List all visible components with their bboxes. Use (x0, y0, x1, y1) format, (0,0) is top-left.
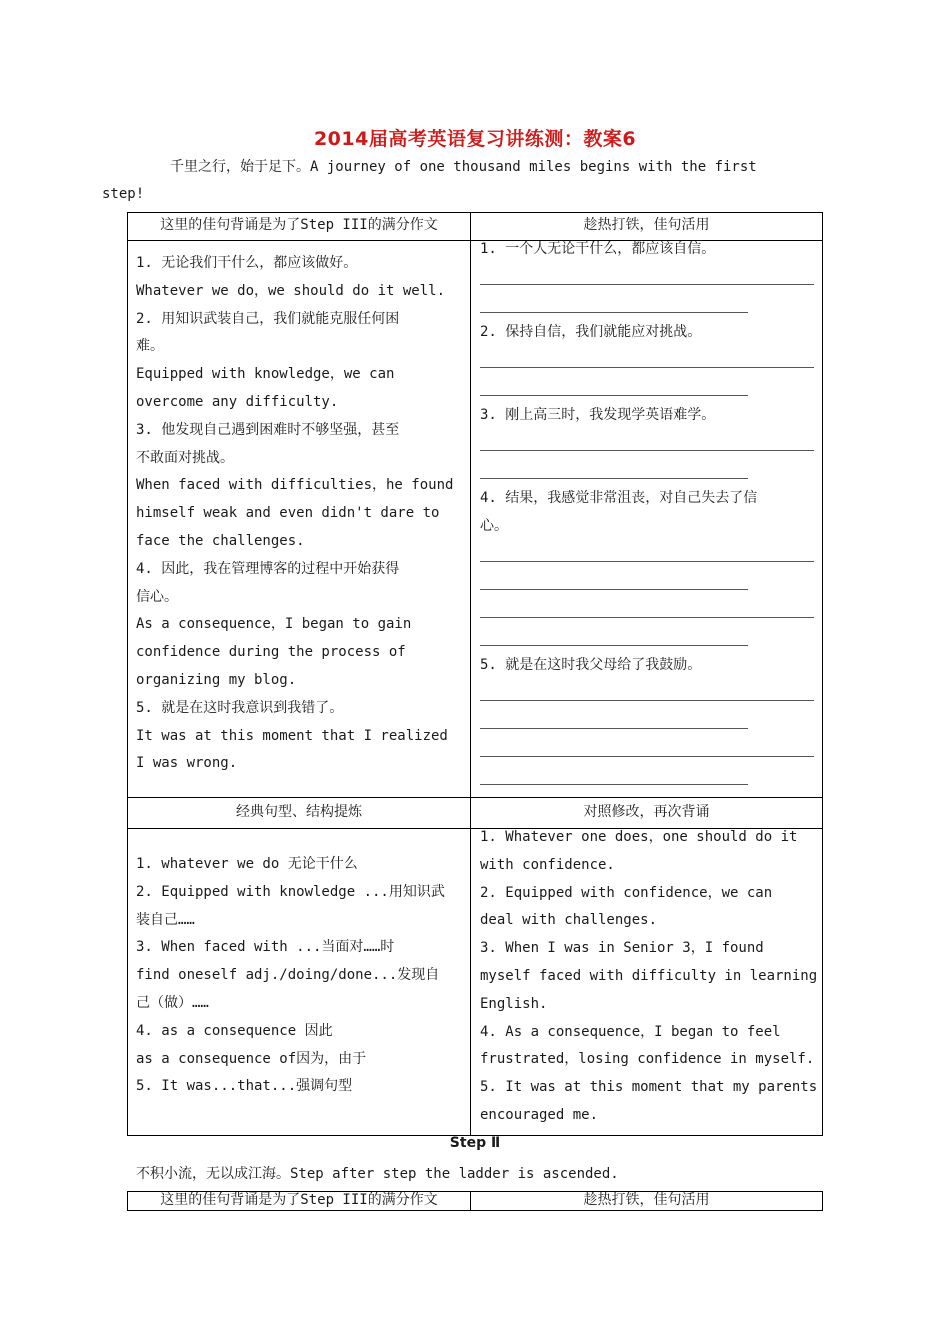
example-line: face the challenges. (136, 532, 305, 549)
example-line: Whatever we do，we should do it well. (136, 282, 446, 299)
example-line: As a consequence，I began to gain (136, 616, 412, 633)
answer-line: 4. As a consequence，I began to feel (480, 1023, 781, 1040)
pattern-line: 1. whatever we do 无论干什么 (136, 856, 358, 872)
answer-blank (480, 312, 748, 313)
pattern-line: 4. as a consequence 因此 (136, 1022, 333, 1039)
intro-proverb (102, 154, 822, 208)
example-line: confidence during the process of (136, 644, 406, 661)
pattern-line: 5. It was...that...强调句型 (136, 1078, 353, 1095)
answer-blank (480, 284, 814, 285)
pattern-line: 3. When faced with ...当面对……时 (136, 939, 395, 956)
exercise-prompt: 1. 一个人无论干什么，都应该自信。 (480, 241, 716, 257)
example-line: organizing my blog. (136, 671, 297, 688)
exercise-prompt: 5. 就是在这时我父母给了我鼓励。 (480, 657, 702, 673)
pattern-line: 装自己…… (136, 911, 195, 928)
answer-line: 3. When I was in Senior 3，I found (480, 940, 764, 957)
example-line: 不敢面对挑战。 (136, 449, 234, 466)
answer-line: 1. Whatever one does，one should do it (480, 829, 798, 845)
answer-line: English. (480, 995, 548, 1012)
answer-blank (480, 728, 748, 729)
example-line: 3. 他发现自己遇到困难时不够坚强，甚至 (136, 421, 400, 438)
answer-line: myself faced with difficulty in learning (480, 967, 818, 984)
answer-line: encouraged me. (480, 1106, 599, 1123)
answer-line: deal with challenges. (480, 912, 658, 929)
exercise-prompt: 4. 结果，我感觉非常沮丧，对自己失去了信 (480, 490, 758, 506)
table1-header-right: 趁热打铁，佳句活用 (583, 217, 710, 233)
table3-header-right: 趁热打铁，佳句活用 (583, 1192, 710, 1208)
example-line: 难。 (136, 338, 164, 355)
answer-line: 5. It was at this moment that my parents (480, 1079, 818, 1096)
answer-blank (480, 589, 748, 590)
pattern-line: find oneself adj./doing/done...发现自 (136, 967, 440, 984)
example-line: Equipped with knowledge，we can (136, 366, 395, 383)
answer-blank (480, 617, 814, 618)
pattern-line: as a consequence of因为，由于 (136, 1050, 367, 1067)
table1-example-sentences (136, 250, 466, 778)
table2-header-right: 对照修改，再次背诵 (583, 804, 710, 820)
intro-line-1: 千里之行，始于足下。A journey of one thousand miles begins with the first (170, 159, 757, 175)
answer-blank (480, 784, 748, 785)
pattern-line: 2. Equipped with knowledge ...用知识武 (136, 883, 445, 900)
answer-blank (480, 561, 814, 562)
example-line: 1. 无论我们干什么，都应该做好。 (136, 255, 358, 271)
example-line: When faced with difficulties，he found (136, 477, 454, 494)
example-line: I was wrong. (136, 755, 238, 772)
answer-line: frustrated，losing confidence in myself. (480, 1051, 815, 1068)
example-line: 4. 因此，我在管理博客的过程中开始获得 (136, 560, 400, 577)
example-line: 信心。 (136, 588, 178, 605)
example-line: overcome any difficulty. (136, 393, 339, 410)
answer-blank (480, 395, 748, 396)
table2-header-left: 经典句型、结构提炼 (236, 804, 362, 820)
step2-heading: Step Ⅱ (449, 1135, 501, 1151)
answer-blank (480, 756, 814, 757)
example-line: 2. 用知识武装自己，我们就能克服任何困 (136, 310, 400, 327)
answer-blank (480, 700, 814, 701)
example-line: 5. 就是在这时我意识到我错了。 (136, 699, 344, 716)
example-line: It was at this moment that I realized (136, 727, 448, 744)
table2-revised-answers (480, 824, 820, 1130)
answer-blank (480, 645, 748, 646)
exercise-prompt: 2. 保持自信，我们就能应对挑战。 (480, 324, 702, 340)
exercise-prompt-cont: 心。 (480, 518, 508, 534)
answer-blank (480, 478, 748, 479)
pattern-line: 己（做）…… (136, 994, 209, 1011)
table3-header-left: 这里的佳句背诵是为了Step III的满分作文 (160, 1192, 438, 1208)
answer-blank (480, 450, 814, 451)
intro-line-2: step! (102, 186, 145, 202)
answer-line: with confidence. (480, 856, 615, 873)
answer-line: 2. Equipped with confidence，we can (480, 884, 773, 901)
page-title: 2014届高考英语复习讲练测：教案6 (313, 128, 637, 150)
example-line: himself weak and even didn't dare to (136, 505, 440, 522)
table1-header-left: 这里的佳句背诵是为了Step III的满分作文 (160, 217, 438, 233)
exercise-prompt: 3. 刚上高三时，我发现学英语难学。 (480, 407, 716, 423)
answer-blank (480, 367, 814, 368)
step2-proverb: 不积小流，无以成江海。Step after step the ladder is ascended. (136, 1166, 619, 1182)
table2-sentence-patterns (136, 851, 466, 1101)
